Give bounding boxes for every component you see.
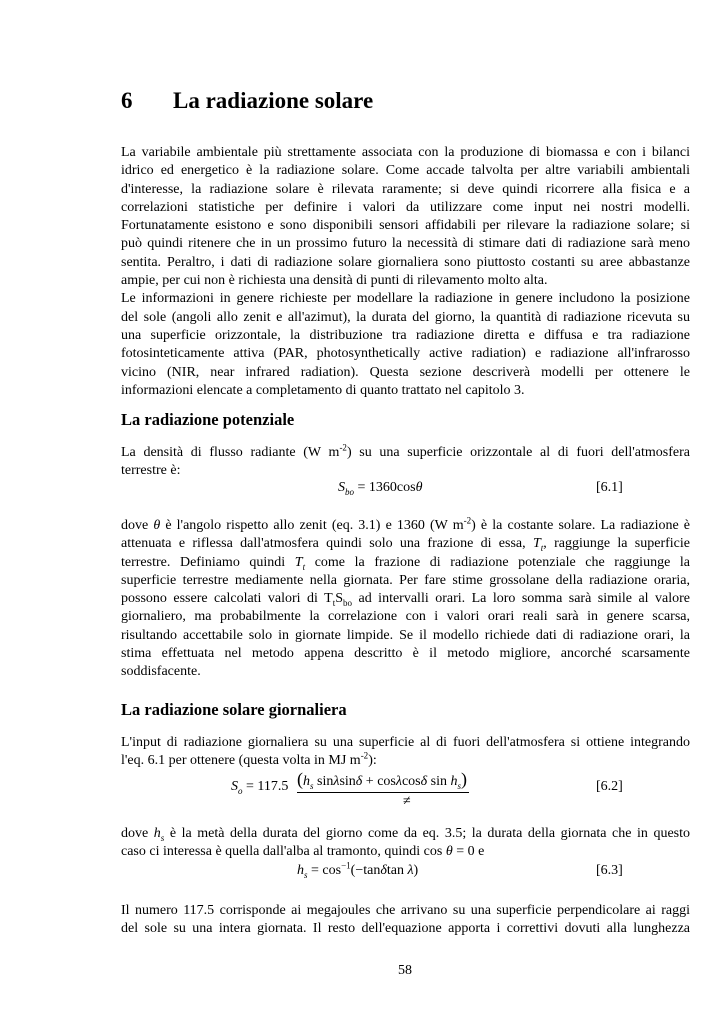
text-line: Fortunatamente esistono e sono disponibili sensori affidabili per rilevare la radiazione solare; si: [121, 218, 690, 234]
text-line: terrestre. Definiamo quindi $T_t$ come la frazione di radiazione potenziale che raggiunge la: [121, 554, 690, 572]
text-line: d'interesse, la radiazione solare è rilevata raramente; si deve quindi ricorrere alla fisica e a: [121, 181, 690, 197]
text-line: terrestre è:: [121, 463, 181, 479]
section-heading-daily: La radiazione solare giornaliera: [121, 700, 347, 719]
text-line: giornaliero, ma probabilmente la correlazione con i valori orari reali sarà in genere scarsa,: [121, 609, 690, 625]
text-line: La densità di flusso radiante (W $m^{-2}$) su una superficie orizzontale al di fuori dell'atmosfera: [121, 442, 690, 460]
section-heading-potential: La radiazione potenziale: [121, 410, 295, 429]
chapter-number: 6: [121, 88, 133, 113]
section2-paragraph-3: [121, 902, 690, 939]
text-line: può quindi ritenere che in un prossimo futuro la necessità di stimare dati di radiazione sarà meno: [121, 236, 690, 252]
text-line: una superficie orizzontale, la distribuzione tra radiazione diretta e diffusa e tra radiazione: [121, 327, 690, 343]
section1-paragraph-2: [121, 517, 690, 682]
equation-6-1: $S_{bo} = 1360\cos\theta$: [338, 480, 423, 497]
equation-6-2-lhs: $S_o = 117.5$: [231, 779, 289, 796]
text-line: ampie, per cui non è richiesta una densità di punti di rilevamento molto alta.: [121, 273, 548, 289]
text-line: del sole (angoli allo zenit e all'azimut), la durata del giorno, la quantità di radiazione ricevuta su: [121, 309, 690, 325]
text-line: possono essere calcolati valori di $T_tS_{bo}$ ad intervalli orari. La loro somma sarà simile al valore: [121, 591, 691, 608]
text-line: sentita. Peraltro, i dati di radiazione solare giornaliera sono piuttosto costanti su aree abbastanze: [121, 254, 690, 270]
text-line: correlazioni statistiche per definire i valori da utilizzare come input nei nostri modelli.: [121, 199, 690, 215]
text-line: fotosinteticamente attiva (PAR, photosynthetically active radiation) e radiazione all'infrarosso: [121, 346, 690, 362]
text-line: stima effettuata nel metodo appena descritto è il metodo migliore, ancorché scarsamente: [121, 646, 690, 662]
section2-paragraph-1: [121, 734, 690, 771]
section2-paragraph-2: [121, 825, 690, 862]
text-line: La variabile ambientale più strettamente associata con la produzione di biomassa e con i bilanci: [121, 145, 690, 160]
equation-number-6-3: [6.3]: [596, 863, 623, 878]
text-line: soddisfacente.: [121, 664, 201, 680]
text-line: caso ci interessa è quella dall'alba al tramonto, quindi cos θ = 0 e: [121, 844, 485, 860]
text-line: risultando accettabile solo in giornate limpide. Se il modello richiede dati di radiazione orari, la: [121, 627, 690, 643]
text-line: attenuata e riflessa dall'atmosfera quindi solo una frazione di essa, $T_t$, raggiunge la superficie: [121, 536, 690, 554]
text-line: Le informazioni in genere richieste per modellare la radiazione in genere includono la posizione: [121, 291, 690, 307]
chapter-title: La radiazione solare: [173, 88, 374, 113]
equation-6-2-denominator: ≠: [403, 794, 411, 809]
text-line: dove θ è l'angolo rispetto allo zenit (eq. 3.1) e 1360 (W $m^{-2}$) è la costante solare. La radiazione è: [121, 515, 690, 533]
text-line: informazioni elencate a completamento di quanto trattato nel capitolo 3.: [121, 382, 525, 398]
text-line: vicino (NIR, near infrared radiation). Questa sezione descriverà modelli per ottenere le: [121, 364, 690, 380]
text-line: superficie terrestre mediamente nella giornata. Per fare stime grossolane della radiazione oraria,: [121, 572, 690, 588]
text-line: idrico ed energetico è la radiazione solare. Come accade talvolta per altre variabili ambientali: [121, 163, 690, 179]
page-number: 58: [398, 963, 412, 978]
intro-paragraph: [121, 144, 690, 400]
text-line: L'input di radiazione giornaliera su una superficie al di fuori dell'atmosfera si ottiene integrando: [121, 735, 690, 750]
text-line: dove $h_s$ è la metà della durata del giorno come da eq. 3.5; la durata della giornata che in questo: [121, 826, 691, 843]
equation-6-2-numerator: ($h_s$ sinλsinδ + cosλcosδ $\sin h_s$): [297, 769, 469, 793]
equation-6-3: $h_s = \cos^{-1}(-\tan\delta\tan$ λ): [297, 860, 419, 880]
text-line: del sole su una intera giornata. Il resto dell'equazione apporta i correttivi dovuti alla lunghezza: [121, 921, 690, 937]
chapter-heading: [121, 88, 373, 114]
equation-number-6-1: [6.1]: [596, 480, 623, 495]
text-line: l'eq. 6.1 per ottenere (questa volta in MJ $m^{-2}$):: [121, 750, 377, 769]
section1-paragraph-1: [121, 444, 690, 481]
equation-number-6-2: [6.2]: [596, 779, 623, 794]
text-line: Il numero 117.5 corrisponde ai megajoules che arrivano su una superficie perpendicolare ai raggi: [121, 903, 690, 918]
